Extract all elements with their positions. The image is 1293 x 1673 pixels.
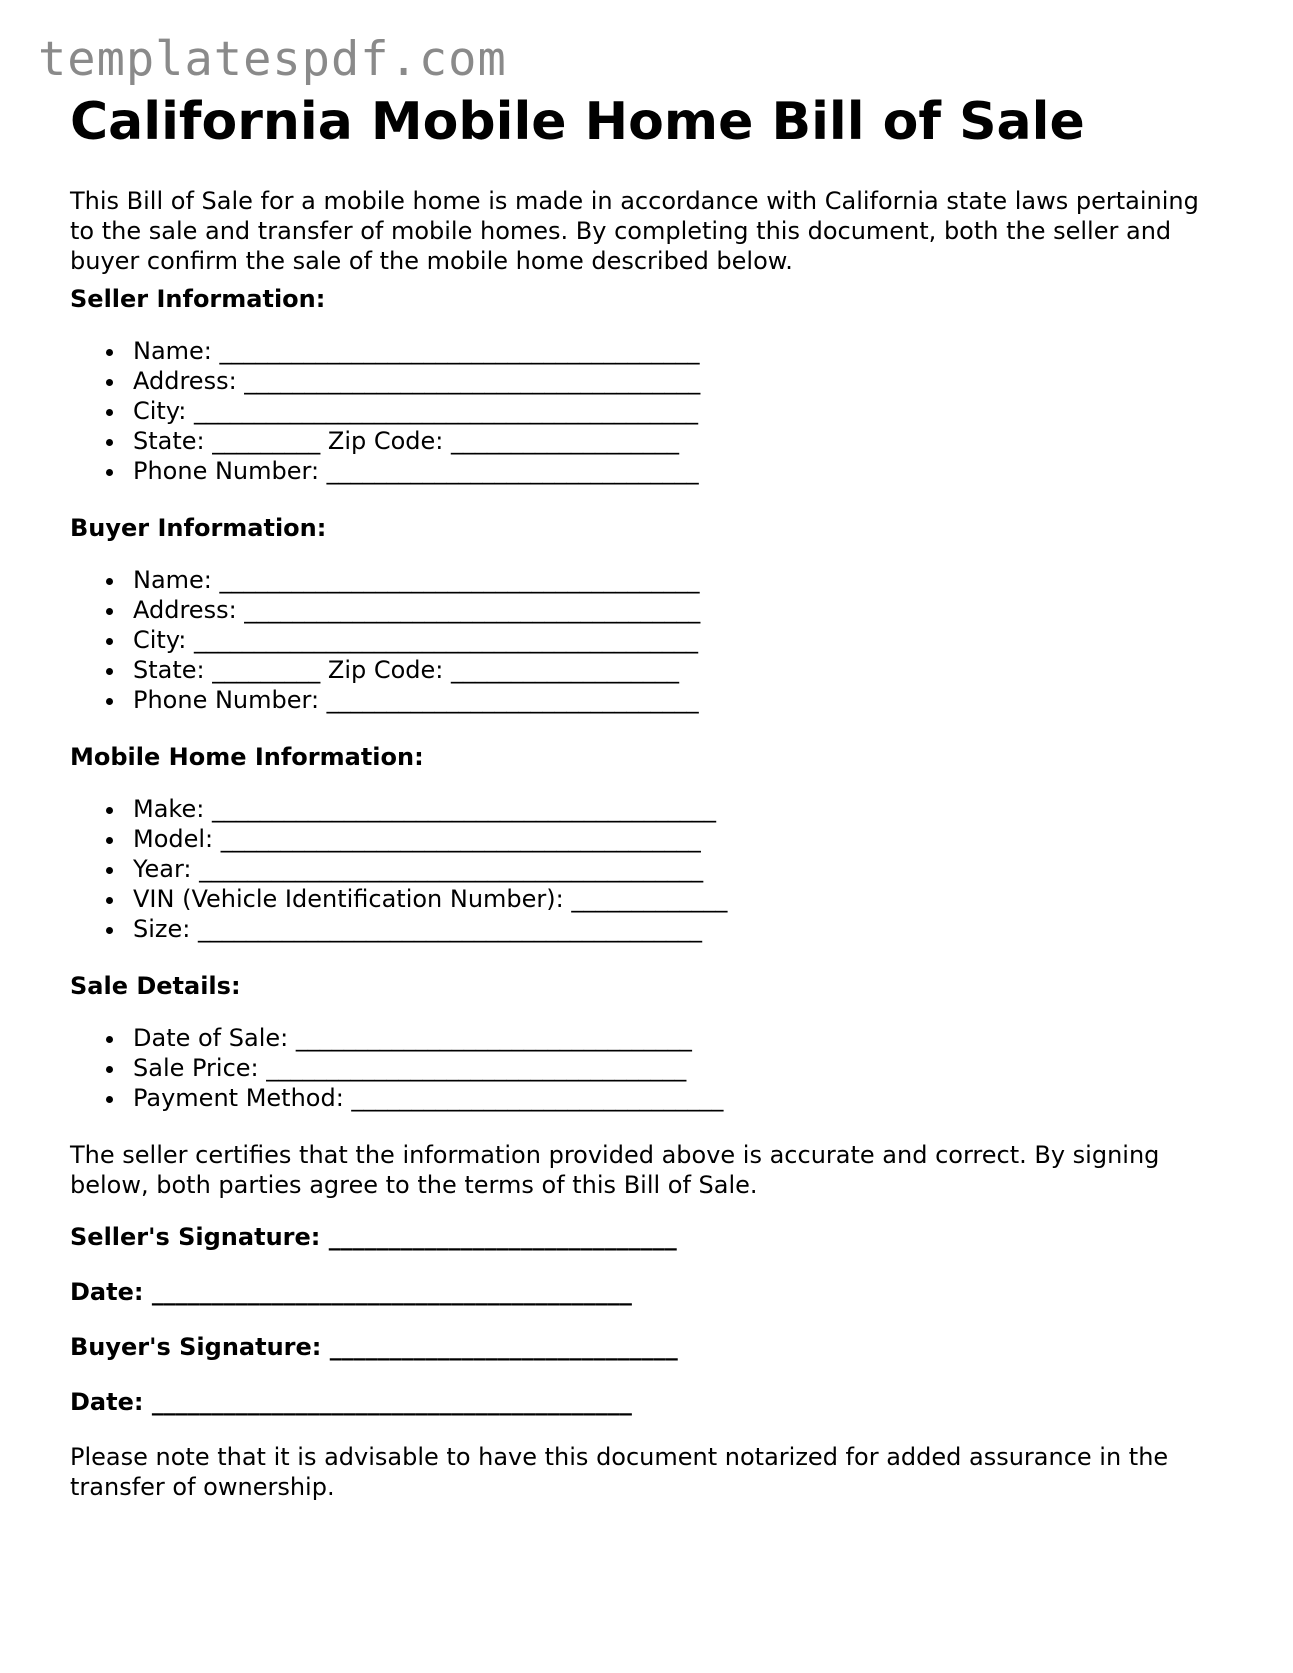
seller-address-field[interactable]: Address: ______________________________________ xyxy=(133,367,701,395)
buyer-phone-field[interactable]: Phone Number: _______________________________ xyxy=(133,686,699,714)
payment-method-field[interactable]: Payment Method: _______________________________ xyxy=(133,1084,724,1112)
date-of-sale-field[interactable]: Date of Sale: _________________________________ xyxy=(133,1023,723,1053)
seller-heading: Seller Information: xyxy=(70,285,326,313)
buyer-address-field[interactable]: Address: ______________________________________ xyxy=(133,596,701,624)
mobile-home-field-list xyxy=(70,794,727,944)
make-field[interactable]: Make: __________________________________________ xyxy=(133,794,727,824)
seller-field-list xyxy=(70,336,700,486)
document-title: California Mobile Home Bill of Sale xyxy=(70,92,1085,152)
buyer-date-field[interactable]: Date: ________________________________________ xyxy=(70,1388,632,1416)
sale-heading: Sale Details: xyxy=(70,972,241,1000)
seller-phone-field[interactable]: Phone Number: _______________________________ xyxy=(133,457,699,485)
buyer-city-field[interactable]: City: __________________________________________ xyxy=(133,625,700,655)
buyer-state-zip-field[interactable]: State: _________ Zip Code: ___________________ xyxy=(133,655,700,685)
model-field[interactable]: Model: ________________________________________ xyxy=(133,824,727,854)
buyer-heading: Buyer Information: xyxy=(70,514,327,542)
sale-field-list xyxy=(70,1023,723,1113)
size-field[interactable]: Size: __________________________________________ xyxy=(133,914,727,944)
seller-state-zip-field[interactable]: State: _________ Zip Code: ___________________ xyxy=(133,426,700,456)
intro-paragraph: This Bill of Sale for a mobile home is made in accordance with California state laws pertaining to the sale and transfer of mobile homes. By completing this document, both the seller and buyer confirm the sale of the mobile home described below. xyxy=(70,187,1199,275)
watermark-logo: templatespdf.com xyxy=(38,32,507,87)
buyer-signature-field[interactable]: Buyer's Signature: _____________________________ xyxy=(70,1333,678,1361)
certification-paragraph: The seller certifies that the information provided above is accurate and correct. By signing below, both parties agree to the terms of this Bill of Sale. xyxy=(70,1141,1160,1199)
mobile-home-heading: Mobile Home Information: xyxy=(70,743,424,771)
seller-city-field[interactable]: City: __________________________________________ xyxy=(133,396,700,426)
document xyxy=(70,88,1230,1501)
seller-signature-field[interactable]: Seller's Signature: _____________________________ xyxy=(70,1223,677,1251)
seller-name-field[interactable]: Name: ________________________________________ xyxy=(133,337,700,365)
notarization-note: Please note that it is advisable to have this document notarized for added assurance in the transfer of ownership. xyxy=(70,1443,1169,1501)
year-field[interactable]: Year: __________________________________________ xyxy=(133,854,727,884)
seller-date-field[interactable]: Date: ________________________________________ xyxy=(70,1278,632,1306)
sale-price-field[interactable]: Sale Price: ___________________________________ xyxy=(133,1053,723,1083)
buyer-name-field[interactable]: Name: ________________________________________ xyxy=(133,566,700,594)
buyer-field-list xyxy=(70,565,700,715)
vin-field[interactable]: VIN (Vehicle Identification Number): _____________ xyxy=(133,885,728,913)
